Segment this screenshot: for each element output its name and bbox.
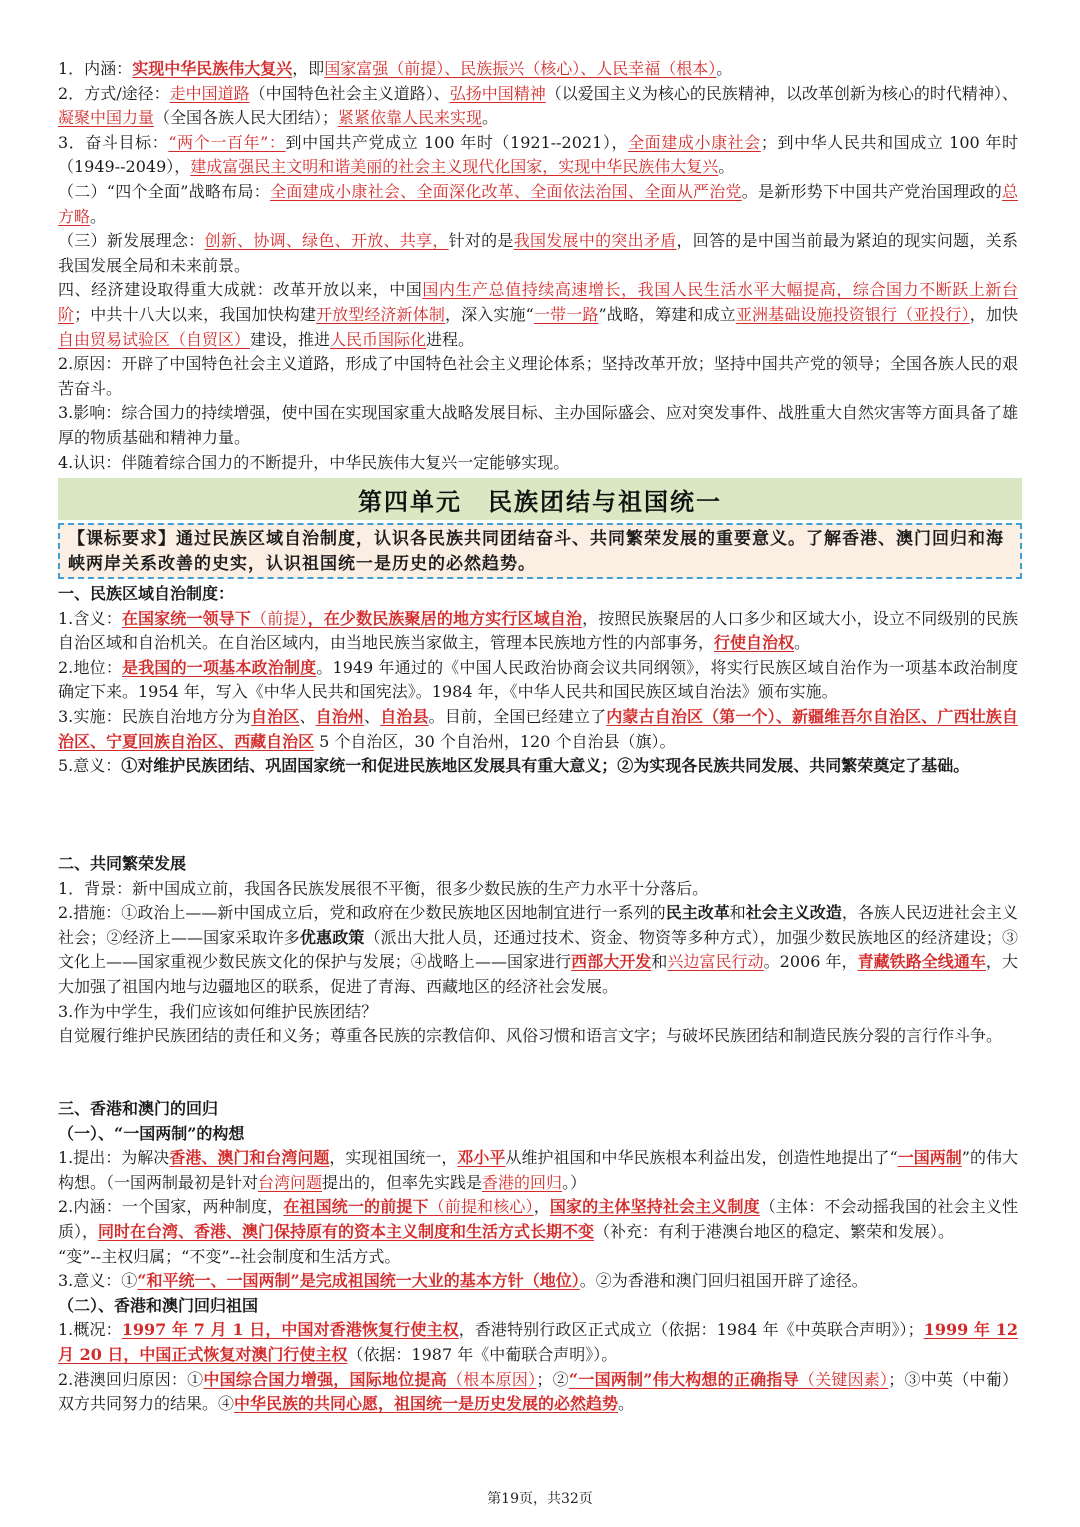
- body-text: 2.港澳回归原因：①: [58, 1369, 204, 1389]
- key-point-text: 一国两制: [897, 1148, 962, 1168]
- key-point-text: 开放型经济新体制: [316, 304, 446, 324]
- body-text: ①对维护民族团结、巩固国家统一和促进民族地区发展具有重大意义；②为实现各民族共同发展、共同繁荣奠定了基础。: [121, 756, 970, 776]
- top_section-paragraph: [58, 57, 1018, 82]
- key-point-text: 建成富强民主文明和谐美丽的社会主义现代化国家，实现中华民族伟大复兴: [190, 157, 719, 177]
- body-text: 。②为香港和澳门回归祖国开辟了途径。: [579, 1271, 868, 1291]
- body-text: （二）“四个全面”战略布局：: [58, 181, 271, 201]
- body-text: （二）、香港和澳门回归祖国: [58, 1295, 259, 1315]
- body-text: 。2006 年，: [763, 952, 858, 972]
- body-text: 2.措施：①政治上——新中国成立后，党和政府在少数民族地区因地制宜进行一系列的: [58, 903, 666, 923]
- body-text: 。）: [562, 1172, 587, 1192]
- top_section-paragraph: [58, 180, 1018, 229]
- key-point-text: 内蒙古自治区（第一个）: [606, 706, 776, 726]
- top_section-paragraph: [58, 229, 1018, 278]
- body-text: （补充：有利于港澳台地区的稳定、繁荣和发展）。: [594, 1221, 955, 1241]
- section2-paragraph: [58, 901, 1018, 999]
- key-point-text: 走中国道路: [169, 83, 250, 103]
- section2-paragraph: [58, 1000, 1018, 1025]
- key-point-text: “和平统一、一国两制”是完成祖国统一大业的基本方针（地位）: [137, 1271, 580, 1291]
- body-text: ；③中英（中葡）双方共同努力的结果。④: [58, 1369, 1018, 1414]
- key-point-text: 宁夏回族自治区: [106, 731, 219, 751]
- key-point-text: 在国家统一领导下: [121, 608, 252, 628]
- key-point-text: 总方略: [58, 181, 1018, 226]
- key-point-text: （根本原因）: [446, 1369, 537, 1389]
- body-text: 二、共同繁荣发展: [58, 854, 187, 873]
- key-point-text: 实现中华民族伟大复兴: [132, 59, 293, 78]
- key-point-text: 香港、澳门和台湾问题: [169, 1148, 330, 1168]
- section2-paragraph: [58, 852, 1018, 877]
- key-point-text: 国内生产总值持续高速增长，我国人民生活水平大幅提高，综合国力不断跃上新台阶: [58, 280, 1018, 324]
- body-text: ，即: [292, 59, 325, 78]
- top_section-paragraph: [58, 451, 1018, 476]
- top_section-paragraph: [58, 131, 1018, 180]
- body-text: ，加快: [969, 304, 1018, 324]
- body-text: ，深入实施“: [445, 304, 534, 324]
- body-text: 。: [618, 1394, 635, 1414]
- key-point-text: 自治州: [315, 706, 365, 726]
- body-text: （三）新发展理念：: [58, 231, 205, 251]
- body-text: ”的伟大构想。（一国两制最初是针对: [58, 1148, 1018, 1192]
- key-point-text: 邓小平: [457, 1148, 506, 1168]
- body-text: 3.作为中学生，我们应该如何维护民族团结？: [58, 1001, 378, 1021]
- key-point-text: 自治区: [251, 706, 300, 726]
- body-text: 3.意义：①: [58, 1271, 138, 1291]
- key-point-text: 全面建成小康社会: [628, 132, 761, 152]
- body-text: （中国特色社会主义道路）、: [249, 83, 450, 103]
- section1-paragraph: [58, 582, 1018, 607]
- key-point-text: 1999 年 12 月 20 日，中国正式恢复对澳门行使主权: [58, 1320, 1018, 1364]
- top_section-paragraph: [58, 82, 1018, 131]
- body-text: 1.概况：: [58, 1320, 122, 1340]
- body-text: “变”--主权归属；“不变”--社会制度和生活方式。: [58, 1246, 401, 1266]
- key-point-text: 中华民族的共同心愿，祖国统一是历史发展的必然趋势: [234, 1394, 619, 1414]
- key-point-text: 西部大开发: [571, 952, 652, 972]
- body-text: 民主改革: [665, 903, 730, 923]
- body-text: 。: [716, 59, 733, 78]
- body-text: 一、民族区域自治制度：: [58, 584, 235, 603]
- body-text: （一）、“一国两制”的构想: [58, 1123, 245, 1143]
- key-point-text: （关键因素）: [798, 1369, 889, 1389]
- body-text: ”战略，筹建和成立: [598, 304, 736, 324]
- section3-paragraph: [58, 1097, 1018, 1122]
- key-point-text: 国家富强（前提）、民族振兴（核心）、人民幸福（根本）: [324, 59, 717, 78]
- body-text: ；②: [536, 1369, 569, 1389]
- body-text: ，回答的是中国当前最为紧迫的现实问题，关系我国发展全局和未来前景。: [58, 231, 1018, 275]
- body-text: 。: [718, 157, 735, 177]
- body-text: 、: [299, 706, 316, 726]
- key-point-text: 同时在台湾、香港、澳门保持原有的资本主义制度和生活方式长期不变: [98, 1221, 595, 1241]
- key-point-text: 、: [775, 706, 792, 726]
- body-text: 4.认识：伴随着综合国力的不断提升，中华民族伟大复兴一定能够实现。: [58, 452, 570, 472]
- body-text: 提出的，但率先实践是: [322, 1172, 483, 1192]
- body-text: （派出大批人员，还通过技术、资金、物资等多种方式），加强少数民族地区的经济建设；③文化上——国家重视少数民族文化的保护与发展；④战略上——国家进行: [58, 927, 1018, 972]
- key-point-text: “一国两制”伟大构想的正确指导: [568, 1369, 799, 1389]
- key-point-text: 兴边富民行动: [667, 952, 764, 972]
- key-point-text: 西藏自治区: [234, 731, 315, 751]
- body-text: 。: [90, 206, 107, 226]
- body-text: 3.影响：综合国力的持续增强，使中国在实现国家重大战略发展目标、主办国际盛会、应对突发事件、战胜重大自然灾害等方面具备了雄厚的物质基础和精神力量。: [58, 403, 1018, 447]
- body-text: 和: [651, 952, 668, 972]
- section3-paragraph: [58, 1122, 1018, 1147]
- key-point-text: 、: [90, 731, 107, 751]
- body-text: 四、经济建设取得重大成就：改革开放以来，中国: [58, 280, 423, 300]
- body-text: 1．背景：新中国成立前，我国各民族发展很不平衡，很多少数民族的生产力水平十分落后。: [58, 878, 709, 898]
- section3-paragraph: [58, 1318, 1018, 1367]
- body-text: ，各族人民迈进社会主义社会；②经济上——国家采取许多: [58, 903, 1018, 947]
- page-number-footer: 第19页，共32页: [487, 1491, 593, 1507]
- body-text: ，: [533, 1197, 550, 1217]
- body-text: ；到中华人民共和国成立 100 年时（1949--2049），: [58, 132, 1018, 177]
- body-text: 2.地位：: [58, 657, 123, 677]
- key-point-text: 广西壮族自治区: [58, 706, 1018, 751]
- section-great-rejuvenation: [58, 57, 1018, 475]
- body-text: 、: [364, 706, 381, 726]
- key-point-text: 我国发展中的突出矛盾: [513, 231, 677, 251]
- body-text: 针对的是: [448, 231, 514, 251]
- body-text: 。: [482, 108, 499, 128]
- key-point-text: 人民币国际化: [330, 329, 427, 349]
- body-text: ，香港特别行政区正式成立（依据：1984 年《中英联合声明》）；: [458, 1320, 924, 1340]
- key-point-text: （前提和核心）: [428, 1197, 534, 1217]
- section-regional-autonomy: [58, 582, 1018, 779]
- body-text: （依据：1987 年《中葡联合声明》）。: [347, 1344, 618, 1364]
- key-point-text: 自治县: [380, 706, 429, 726]
- body-text: ；中共十八大以来，我国加快构建: [74, 304, 317, 324]
- key-point-text: 亚洲基础设施投资银行（亚投行）: [735, 304, 970, 324]
- section1-paragraph: [58, 705, 1018, 754]
- top_section-paragraph: [58, 352, 1018, 401]
- body-text: 。是新形势下中国共产党治国理政的: [741, 181, 1002, 201]
- body-text: 2.原因：开辟了中国特色社会主义道路，形成了中国特色社会主义理论体系；坚持改革开放；坚持中国共产党的领导；全国各族人民的艰苦奋斗。: [58, 354, 1018, 398]
- body-text: 优惠政策: [299, 927, 365, 947]
- key-point-text: 在祖国统一的前提下: [283, 1197, 429, 1217]
- body-text: 5 个自治区，30 个自治州，120 个自治县（旗）。: [314, 731, 676, 751]
- key-point-text: 香港的回归: [482, 1172, 563, 1192]
- section1-paragraph: [58, 656, 1018, 705]
- key-point-text: 是我国的一项基本政治制度: [122, 657, 317, 677]
- key-point-text: 行使自治权: [714, 633, 795, 653]
- key-point-text: 台湾问题: [258, 1172, 323, 1192]
- body-text: 5.意义：: [58, 756, 122, 776]
- section-common-prosperity: [58, 852, 1018, 1049]
- key-point-text: 、: [218, 731, 235, 751]
- unit-title-banner: [58, 478, 1022, 520]
- body-text: 。: [794, 633, 811, 653]
- key-point-text: 弘扬中国精神: [449, 83, 546, 103]
- key-point-text: 创新、协调、绿色、开放、共享，: [204, 231, 449, 251]
- body-text: ，实现祖国统一，: [329, 1148, 458, 1168]
- key-point-text: 中国综合国力增强，国际地位提高: [203, 1369, 447, 1389]
- body-text: 3．奋斗目标：: [58, 132, 169, 152]
- body-text: （以爱国主义为核心的民族精神，以改革创新为核心的时代精神）、: [545, 83, 1018, 103]
- section2-paragraph: [58, 1024, 1018, 1049]
- key-point-text: 国家的主体坚持社会主义制度: [549, 1197, 760, 1217]
- body-text: 建设，推进: [250, 329, 331, 349]
- top_section-paragraph: [58, 401, 1018, 450]
- key-point-text: 紧紧依靠人民来实现: [338, 108, 483, 128]
- body-text: 2．方式/途径：: [58, 83, 170, 103]
- key-point-text: ，在少数民族聚居的地方实行区域自治: [307, 608, 583, 628]
- body-text: （主体：不会动摇我国的社会主义性质），: [58, 1197, 1018, 1241]
- section3-paragraph: [58, 1368, 1018, 1417]
- key-point-text: 一带一路: [533, 304, 599, 324]
- body-text: 2.内涵：一个国家，两种制度，: [58, 1197, 284, 1217]
- body-text: 1.含义：: [58, 608, 122, 628]
- body-text: 社会主义改造: [745, 903, 842, 923]
- body-text: 自觉履行维护民族团结的责任和义务；尊重各民族的宗教信仰、风俗习惯和语言文字；与破坏民族团结和制造民族分裂的言行作斗争。: [58, 1026, 1003, 1046]
- curriculum-requirement-box: [58, 523, 1022, 579]
- section3-paragraph: [58, 1195, 1018, 1244]
- body-text: 3.实施：民族自治地方分为: [58, 706, 252, 726]
- key-point-text: 新疆维吾尔自治区: [791, 706, 922, 726]
- body-text: 。1949 年通过的《中国人民政治协商会议共同纲领》，将实行民族区域自治作为一项基本政治制度确定下来。1954 年，写入《中华人民共和国宪法》。1984 年，《中华人民共和国民族区域自治法》颁布实施。: [58, 657, 1018, 702]
- body-text: 1.提出：为解决: [58, 1148, 170, 1168]
- section2-paragraph: [58, 877, 1018, 902]
- section3-paragraph: [58, 1294, 1018, 1319]
- unit-title: 第四单元 民族团结与祖国统一: [358, 487, 722, 516]
- top_section-paragraph: [58, 278, 1018, 352]
- body-text: 1．内涵：: [58, 59, 133, 78]
- body-text: 从维护祖国和中华民族根本利益出发，创造性地提出了“: [505, 1148, 898, 1168]
- body-text: ，按照民族聚居的人口多少和区域大小，设立不同级别的民族自治区域和自治机关。在自治区域内，由当地民族当家做主，管理本民族地方性的内部事务，: [58, 608, 1018, 653]
- section3-paragraph: [58, 1269, 1018, 1294]
- key-point-text: 全面建成小康社会、全面深化改革、全面依法治国、全面从严治党: [270, 181, 742, 201]
- key-point-text: 凝聚中国力量: [58, 108, 155, 128]
- section1-paragraph: [58, 607, 1018, 656]
- body-text: 三、香港和澳门的回归: [58, 1099, 219, 1118]
- section3-paragraph: [58, 1146, 1018, 1195]
- curriculum-requirement-text: 【课标要求】通过民族区域自治制度，认识各民族共同团结奋斗、共同繁荣发展的重要意义。了解香港、澳门回归和海峡两岸关系改善的史实，认识祖国统一是历史的必然趋势。: [68, 529, 1004, 574]
- body-text: 进程。: [426, 329, 475, 349]
- body-text: 和: [729, 903, 746, 923]
- key-point-text: 、: [921, 706, 938, 726]
- section-hk-macau-return: [58, 1097, 1018, 1417]
- key-point-text: “两个一百年”：: [168, 132, 286, 152]
- section1-paragraph: [58, 754, 1018, 779]
- body-text: 。目前，全国已经建立了: [428, 706, 607, 726]
- key-point-text: 1997 年 7 月 1 日，中国对香港恢复行使主权: [121, 1320, 459, 1340]
- section3-paragraph: [58, 1245, 1018, 1270]
- key-point-text: 青藏铁路全线通车: [857, 952, 986, 972]
- key-point-text: （前提）: [251, 608, 308, 628]
- body-text: 到中国共产党成立 100 年时（1921--2021），: [285, 132, 629, 152]
- body-text: ，大大加强了祖国内地与边疆地区的联系，促进了青海、西藏地区的经济社会发展。: [58, 952, 1018, 996]
- body-text: （全国各族人民大团结）；: [154, 108, 339, 128]
- key-point-text: 自由贸易试验区（自贸区）: [58, 329, 251, 349]
